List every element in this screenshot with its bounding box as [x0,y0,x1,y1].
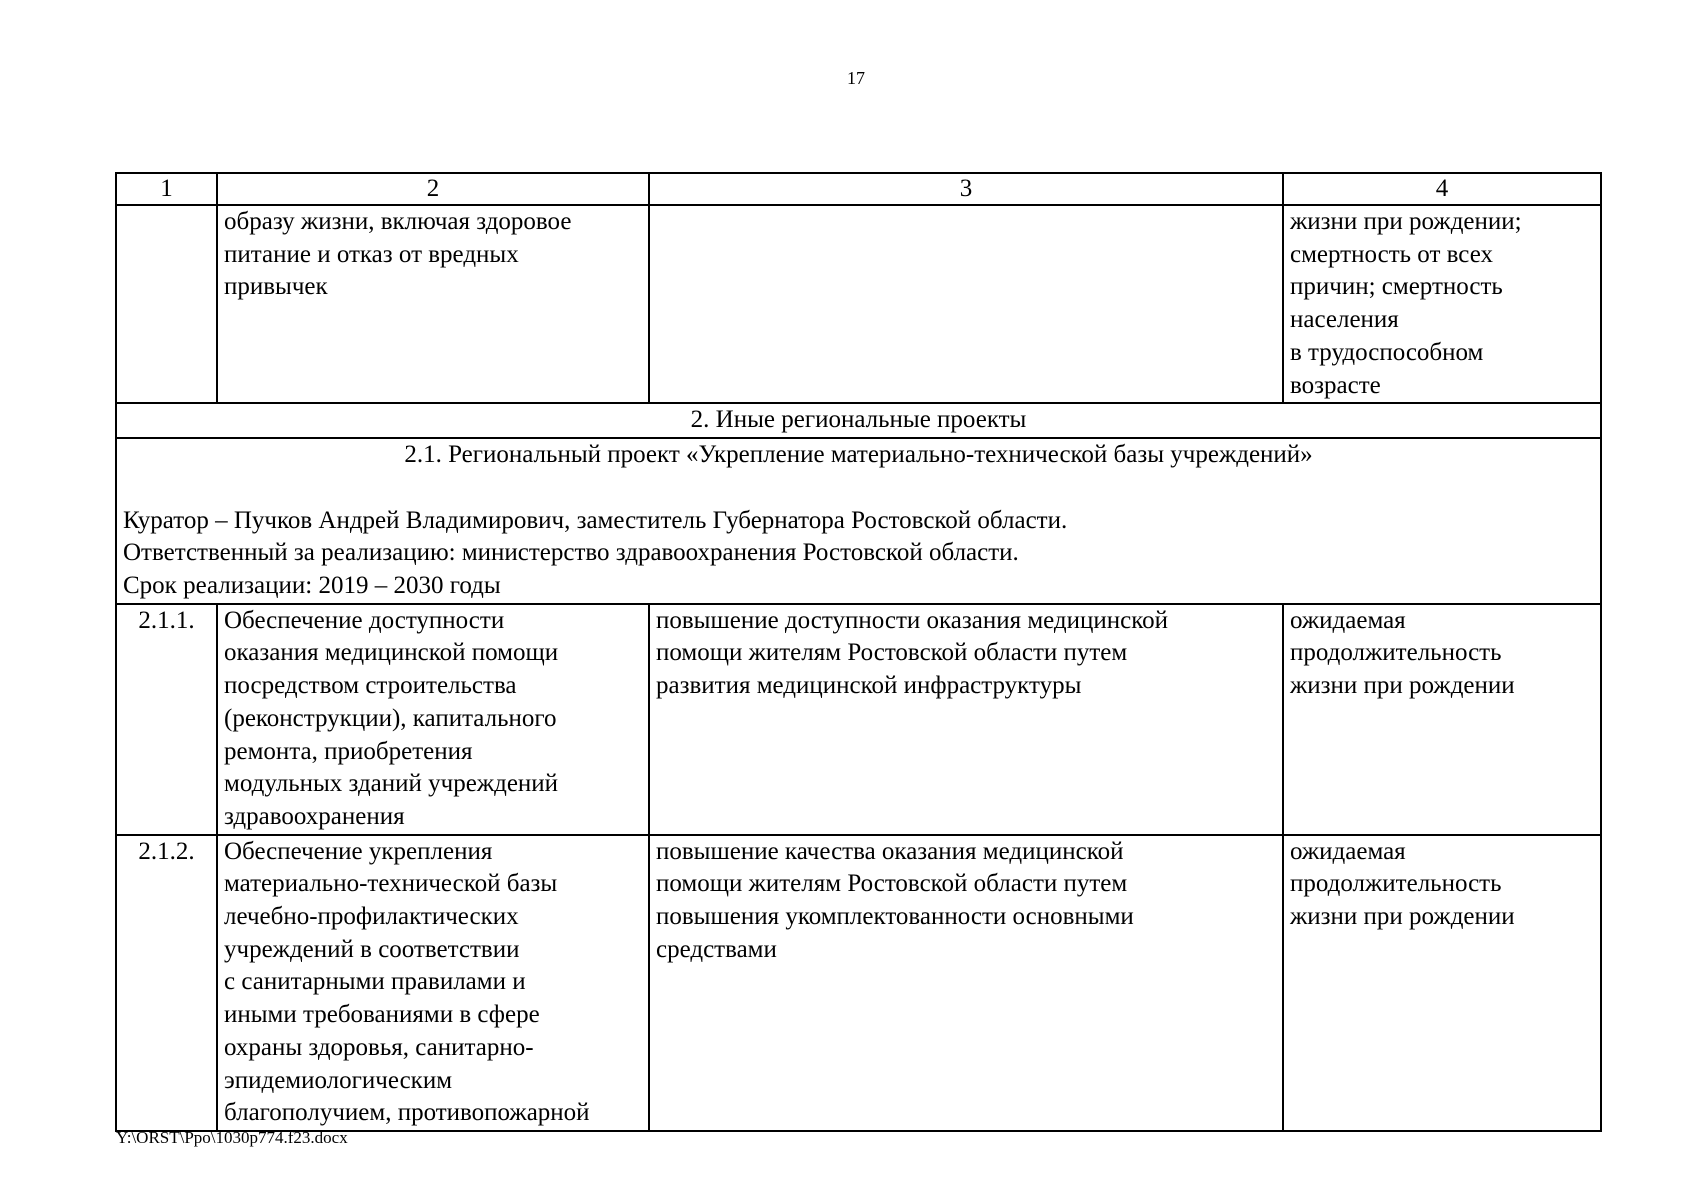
cell-line: привычек [224,273,328,301]
cell-line: Обеспечение укрепления [224,837,493,865]
cell-description [649,604,1283,835]
cell-line: развития медицинской инфраструктуры [656,672,1082,700]
cell-line: иными требованиями в сфере [224,1001,540,1029]
cell-line: населения [1290,306,1399,334]
cell-line: эпидемиологическим [224,1066,453,1094]
cell-line: смертность от всех [1290,240,1493,268]
cell-line: с санитарными правилами и [224,968,526,996]
page-number: 17 [847,68,865,88]
column-header-2: 2 [217,173,649,205]
column-header-4: 4 [1283,173,1601,205]
cell-line: охраны здоровья, санитарно- [224,1033,534,1061]
cell-line: помощи жителям Ростовской области путем [656,639,1128,667]
cell-line: ожидаемая [1290,837,1406,865]
table-header-row [116,173,1601,205]
cell-line: продолжительность [1290,870,1502,898]
project-row [116,438,1601,604]
project-curator: Куратор – Пучков Андрей Владимирович, заместитель Губернатора Ростовской области. [123,506,1068,534]
table-row-continued [116,205,1601,403]
project-info-cell [116,438,1601,604]
project-responsible: Ответственный за реализацию: министерство здравоохранения Ростовской области. [123,539,1019,567]
cell-indicator [1283,835,1601,1131]
cell-line: возрасте [1290,371,1381,399]
cell-line: посредством строительства [224,672,517,700]
cell-line: учреждений в соответствии [224,935,520,963]
table-row [116,835,1601,1131]
project-period: Срок реализации: 2019 – 2030 годы [123,572,501,600]
program-table [115,172,1602,1132]
cell-line: благополучием, противопожарной [224,1099,590,1127]
cell-line: ремонта, приобретения [224,737,473,765]
cell-line: (реконструкции), капитального [224,704,557,732]
cell-line: в трудоспособном [1290,338,1484,366]
cell-line: жизни при рождении [1290,672,1515,700]
cell-task [217,835,649,1131]
cell-line: здравоохранения [224,802,405,830]
cell-line: модульных зданий учреждений [224,770,559,798]
cell-number: 2.1.2. [116,835,217,1131]
cell-indicator [1283,205,1601,403]
cell-line: причин; смертность [1290,273,1503,301]
cell-line: повышения укомплектованности основными [656,903,1134,931]
column-header-3: 3 [649,173,1283,205]
section-row [116,403,1601,438]
cell-line: образу жизни, включая здоровое [224,208,572,235]
cell-number: 2.1.1. [116,604,217,835]
cell-line: материально-технической базы [224,870,558,898]
cell-description [649,835,1283,1131]
cell-line: средствами [656,935,777,963]
cell-line: жизни при рождении [1290,903,1515,931]
project-title: 2.1. Региональный проект «Укрепление материально-технической базы учреждений» [404,440,1313,468]
cell-task [217,205,649,403]
cell-line: повышение качества оказания медицинской [656,837,1124,865]
cell-line: оказания медицинской помощи [224,639,559,667]
file-path-footer: Y:\ORST\Ppo\1030p774.f23.docx [116,1128,348,1147]
cell-line: жизни при рождении; [1290,208,1522,235]
cell-line: продолжительность [1290,639,1502,667]
table-row [116,604,1601,835]
cell-line: помощи жителям Ростовской области путем [656,870,1128,898]
cell-line: питание и отказ от вредных [224,240,519,268]
cell-description [649,205,1283,403]
cell-indicator [1283,604,1601,835]
cell-number [116,205,217,403]
cell-task [217,604,649,835]
cell-line: лечебно-профилактических [224,903,519,931]
cell-line: Обеспечение доступности [224,606,505,634]
cell-line: ожидаемая [1290,606,1406,634]
section-title: 2. Иные региональные проекты [116,403,1601,438]
column-header-1: 1 [116,173,217,205]
cell-line: повышение доступности оказания медицинской [656,606,1169,634]
